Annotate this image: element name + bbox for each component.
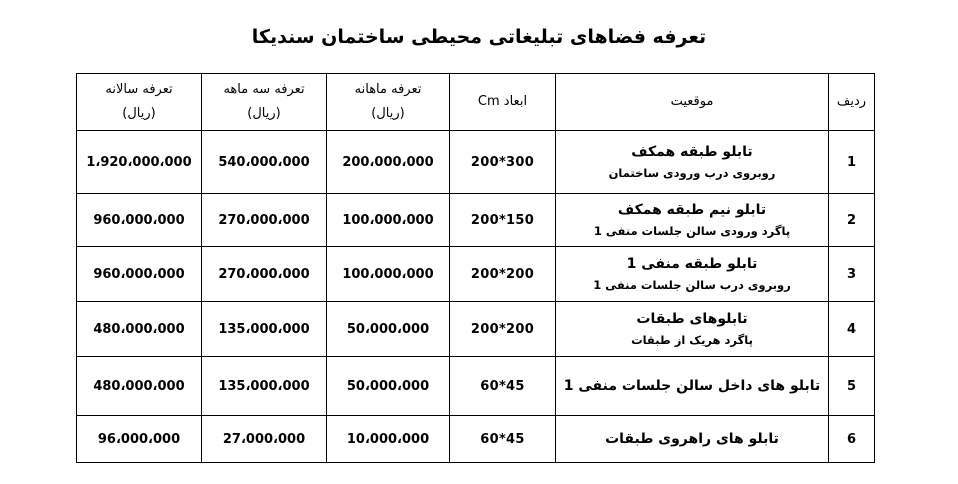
yearly-value: 96،000،000: [97, 431, 181, 447]
location-sub: پاگرد ورودی سالن جلسات منفی 1: [593, 224, 791, 238]
table-row: [77, 302, 875, 357]
row-yearly: [77, 357, 202, 416]
location-main: تابلوهای طبقات: [636, 311, 748, 327]
location-main: تابلو های داخل سالن جلسات منفی 1: [563, 378, 821, 394]
yearly-value: 480،000،000: [93, 378, 185, 394]
row-quarterly: [202, 416, 327, 463]
header-yearly-unit: (ریال): [122, 106, 156, 121]
location-main: تابلو طبقه همکف: [631, 144, 753, 160]
table-row: [77, 247, 875, 302]
location-sub: روبروی درب ورودی ساختمان: [608, 166, 776, 180]
row-location: [556, 416, 829, 463]
table-header-row: [77, 74, 875, 131]
dimensions-value: 200*200: [470, 266, 535, 282]
quarterly-value: 135،000،000: [218, 378, 310, 394]
quarterly-value: 270،000،000: [218, 266, 310, 282]
location-main: تابلو های راهروی طبقات: [605, 431, 779, 447]
row-location: [556, 194, 829, 247]
row-monthly: [327, 416, 450, 463]
row-yearly: [77, 194, 202, 247]
monthly-value: 50،000،000: [346, 378, 430, 394]
row-quarterly: [202, 357, 327, 416]
header-dimensions: [450, 74, 556, 131]
row-monthly: [327, 357, 450, 416]
location-main: تابلو طبقه منفی 1: [626, 256, 758, 272]
row-index: 3: [829, 247, 875, 302]
dimensions-value: 200*300: [470, 154, 535, 170]
monthly-value: 100،000،000: [342, 266, 434, 282]
yearly-value: 960،000،000: [93, 212, 185, 228]
header-quarterly-unit: (ریال): [247, 106, 281, 121]
quarterly-value: 135،000،000: [218, 321, 310, 337]
header-monthly: [327, 74, 450, 131]
row-dimensions: [450, 131, 556, 194]
table-row: [77, 357, 875, 416]
monthly-value: 50،000،000: [346, 321, 430, 337]
yearly-value: 1،920،000،000: [86, 154, 192, 170]
table-row: [77, 416, 875, 463]
table-row: [77, 131, 875, 194]
row-index: 4: [829, 302, 875, 357]
yearly-value: 480،000،000: [93, 321, 185, 337]
monthly-value: 10،000،000: [346, 431, 430, 447]
monthly-value: 100،000،000: [342, 212, 434, 228]
header-quarterly-label: تعرفه سه ماهه: [223, 82, 305, 97]
row-yearly: [77, 302, 202, 357]
page-title: تعرفه فضاهای تبلیغاتی محیطی ساختمان سندیکا: [251, 26, 707, 48]
monthly-value: 200،000،000: [342, 154, 434, 170]
location-sub: پاگرد هریک از طبقات: [631, 333, 753, 347]
row-location: [556, 302, 829, 357]
dimensions-value: 200*200: [470, 321, 535, 337]
header-row-index: ردیف: [829, 74, 875, 131]
quarterly-value: 27،000،000: [222, 431, 306, 447]
table-row: [77, 194, 875, 247]
row-location: [556, 131, 829, 194]
row-monthly: [327, 131, 450, 194]
row-index: 5: [829, 357, 875, 416]
row-yearly: [77, 131, 202, 194]
row-index: 2: [829, 194, 875, 247]
quarterly-value: 270،000،000: [218, 212, 310, 228]
dimensions-value: 200*150: [470, 212, 535, 228]
yearly-value: 960،000،000: [93, 266, 185, 282]
row-monthly: [327, 247, 450, 302]
row-monthly: [327, 302, 450, 357]
header-quarterly: [202, 74, 327, 131]
row-quarterly: [202, 131, 327, 194]
row-monthly: [327, 194, 450, 247]
row-dimensions: [450, 247, 556, 302]
row-dimensions: [450, 302, 556, 357]
row-dimensions: [450, 416, 556, 463]
row-index: 6: [829, 416, 875, 463]
location-sub: روبروی درب سالن جلسات منفی 1: [593, 278, 791, 292]
header-location: موقعیت: [556, 74, 829, 131]
row-quarterly: [202, 247, 327, 302]
row-yearly: [77, 416, 202, 463]
dimensions-value: 60*45: [480, 378, 525, 394]
location-main: تابلو نیم طبقه همکف: [617, 202, 767, 218]
row-yearly: [77, 247, 202, 302]
header-monthly-unit: (ریال): [371, 106, 405, 121]
row-location: [556, 357, 829, 416]
quarterly-value: 540،000،000: [218, 154, 310, 170]
header-yearly: [77, 74, 202, 131]
header-yearly-label: تعرفه سالانه: [105, 82, 173, 97]
row-index: 1: [829, 131, 875, 194]
header-dimensions-label: ابعاد Cm: [477, 94, 528, 109]
row-quarterly: [202, 194, 327, 247]
dimensions-value: 60*45: [480, 431, 525, 447]
row-dimensions: [450, 357, 556, 416]
row-quarterly: [202, 302, 327, 357]
header-monthly-label: تعرفه ماهانه: [354, 82, 422, 97]
tariff-table: [76, 73, 875, 463]
row-location: [556, 247, 829, 302]
row-dimensions: [450, 194, 556, 247]
